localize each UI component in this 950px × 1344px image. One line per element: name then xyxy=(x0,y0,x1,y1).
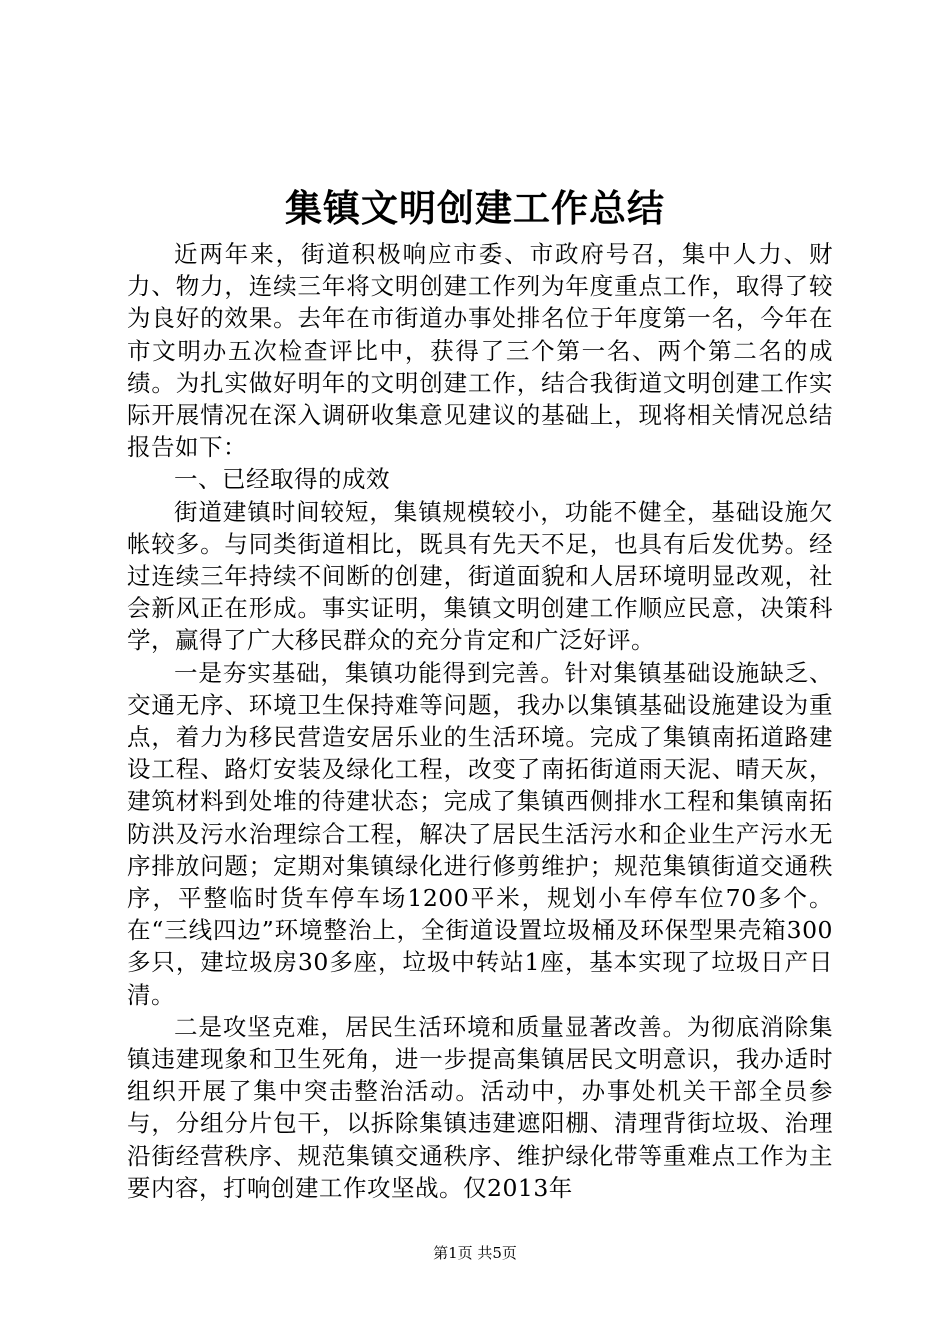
paragraph-intro: 近两年来，街道积极响应市委、市政府号召，集中人力、财力、物力，连续三年将文明创建工作列为年度重点工作，取得了较为良好的效果。去年在市街道办事处排名位于年度第一名，今年在市文明办五次检查评比中，获得了三个第一名、两个第二名的成绩。为扎实做好明年的文明创建工作，结合我街道文明创建工作实际开展情况在深入调研收集意见建议的基础上，现将相关情况总结报告如下： xyxy=(127,240,833,462)
section-heading: 一、已经取得的成效 xyxy=(174,465,390,494)
paragraph-point-two: 二是攻坚克难，居民生活环境和质量显著改善。为彻底消除集镇违建现象和卫生死角，进一步提高集镇居民文明意识，我办适时组织开展了集中突击整治活动。活动中，办事处机关干部全员参与，分组分片包干，以拆除集镇违建遮阳棚、清理背街垃圾、治理沿街经营秩序、规范集镇交通秩序、维护绿化带等重难点工作为主要内容，打响创建工作攻坚战。仅2013年 xyxy=(127,1012,833,1202)
page-footer: 第1页 共5页 xyxy=(433,1244,517,1262)
paragraph-overview: 街道建镇时间较短，集镇规模较小，功能不健全，基础设施欠帐较多。与同类街道相比，既具有先天不足，也具有后发优势。经过连续三年持续不间断的创建，街道面貌和人居环境明显改观，社会新风正在形成。事实证明，集镇文明创建工作顺应民意，决策科学，赢得了广大移民群众的充分肯定和广泛好评。 xyxy=(127,497,833,655)
paragraph-point-one: 一是夯实基础，集镇功能得到完善。针对集镇基础设施缺乏、交通无序、环境卫生保持难等问题，我办以集镇基础设施建设为重点，着力为移民营造安居乐业的生活环境。完成了集镇南拓道路建设工程、路灯安装及绿化工程，改变了南拓街道雨天泥、晴天灰，建筑材料到处堆的待建状态；完成了集镇西侧排水工程和集镇南拓防洪及污水治理综合工程，解决了居民生活污水和企业生产污水无序排放问题；定期对集镇绿化进行修剪维护；规范集镇街道交通秩序，平整临时货车停车场1200平米，规划小车停车位70多个。在“三线四边”环境整治上，全街道设置垃圾桶及环保型果壳箱300多只，建垃圾房30多座，垃圾中转站1座，基本实现了垃圾日产日清。 xyxy=(127,658,833,1009)
document-body xyxy=(127,238,833,1204)
document-title: 集镇文明创建工作总结 xyxy=(285,186,665,230)
